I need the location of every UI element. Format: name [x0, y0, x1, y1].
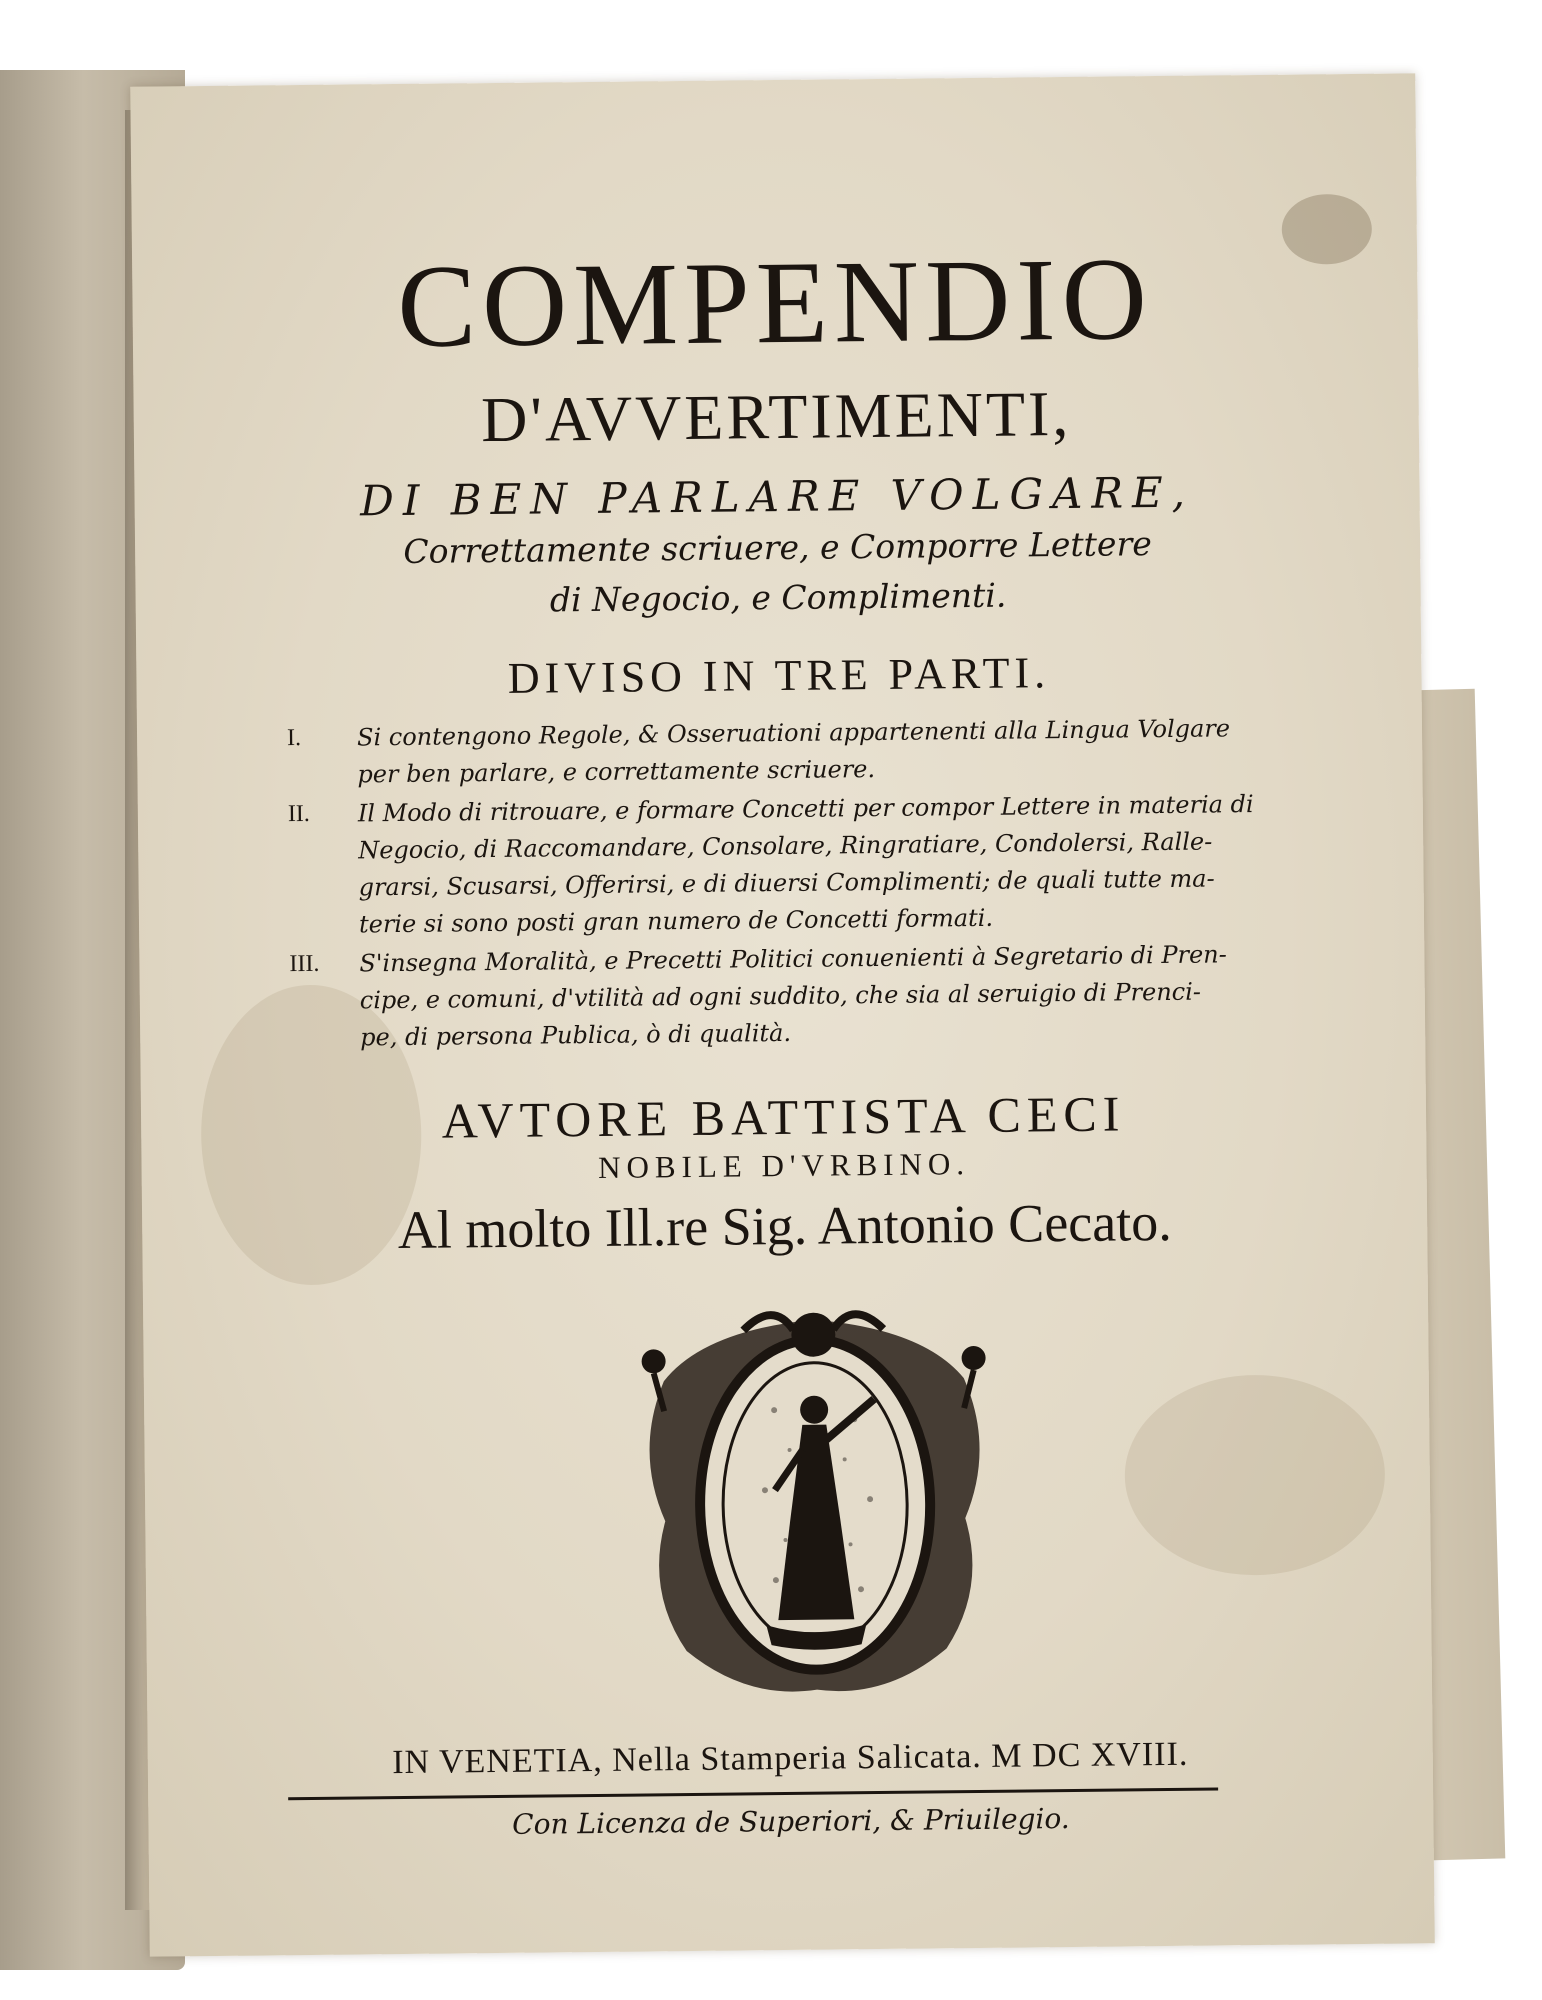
parts-list	[287, 710, 1300, 1060]
part-text-line: terie si sono posti gran numero de Concetti formati.	[358, 903, 994, 939]
part-number: I.	[286, 725, 302, 752]
author-origin: NOBILE D'VRBINO.	[597, 1146, 971, 1185]
printers-device-emblem	[623, 1288, 1007, 1702]
book-subtitle: D'AVVERTIMENTI,	[480, 377, 1072, 456]
emblem-woodcut-icon	[623, 1288, 1007, 1702]
parts-heading: DIVISO IN TRE PARTI.	[507, 648, 1051, 703]
part-text-line: S'insegna Moralità, e Precetti Politici conuenienti à Segretario di Pren-	[359, 940, 1227, 978]
part-item	[288, 786, 1299, 945]
part-text-line: Il Modo di ritrouare, e formare Concetti per compor Lettere in materia di	[357, 790, 1254, 828]
subtitle-line-1: DI BEN PARLARE VOLGARE,	[359, 467, 1195, 526]
book-title: COMPENDIO	[396, 233, 1154, 372]
dedication-line: Al molto Ill.re Sig. Antonio Cecato.	[397, 1191, 1172, 1261]
imprint-line: IN VENETIA, Nella Stamperia Salicata. M DC XVIII.	[392, 1735, 1189, 1782]
part-item	[289, 936, 1300, 1058]
imprint-rule	[288, 1787, 1218, 1800]
title-page	[130, 73, 1435, 1956]
part-text-line: per ben parlare, e correttamente scriuere.	[357, 755, 876, 789]
subtitle-line-2: Correttamente scriuere, e Comporre Lettere	[403, 524, 1152, 571]
part-text-line: pe, di persona Publica, ò di qualità.	[360, 1018, 792, 1052]
part-item	[287, 710, 1298, 795]
part-number: II.	[287, 800, 310, 828]
part-text-line: Negocio, di Raccomandare, Consolare, Ringratiare, Condolersi, Ralle-	[358, 827, 1213, 865]
author-line: AVTORE BATTISTA CECI	[441, 1085, 1126, 1149]
part-text-line: Si contengono Regole, & Osseruationi appartenenti alla Lingua Volgare	[356, 714, 1231, 752]
paper-stain	[1124, 1374, 1386, 1577]
part-text-line: grarsi, Scusarsi, Offerirsi, e di diuersi Complimenti; de quali tutte ma-	[358, 864, 1215, 902]
license-line: Con Licenza de Superiori, & Priuilegio.	[512, 1802, 1070, 1841]
part-number: III.	[289, 950, 320, 978]
subtitle-line-3: di Negocio, e Complimenti.	[549, 575, 1007, 620]
part-text-line: cipe, e comuni, d'vtilità ad ogni suddito, che sia al seruigio di Prenci-	[359, 977, 1202, 1015]
